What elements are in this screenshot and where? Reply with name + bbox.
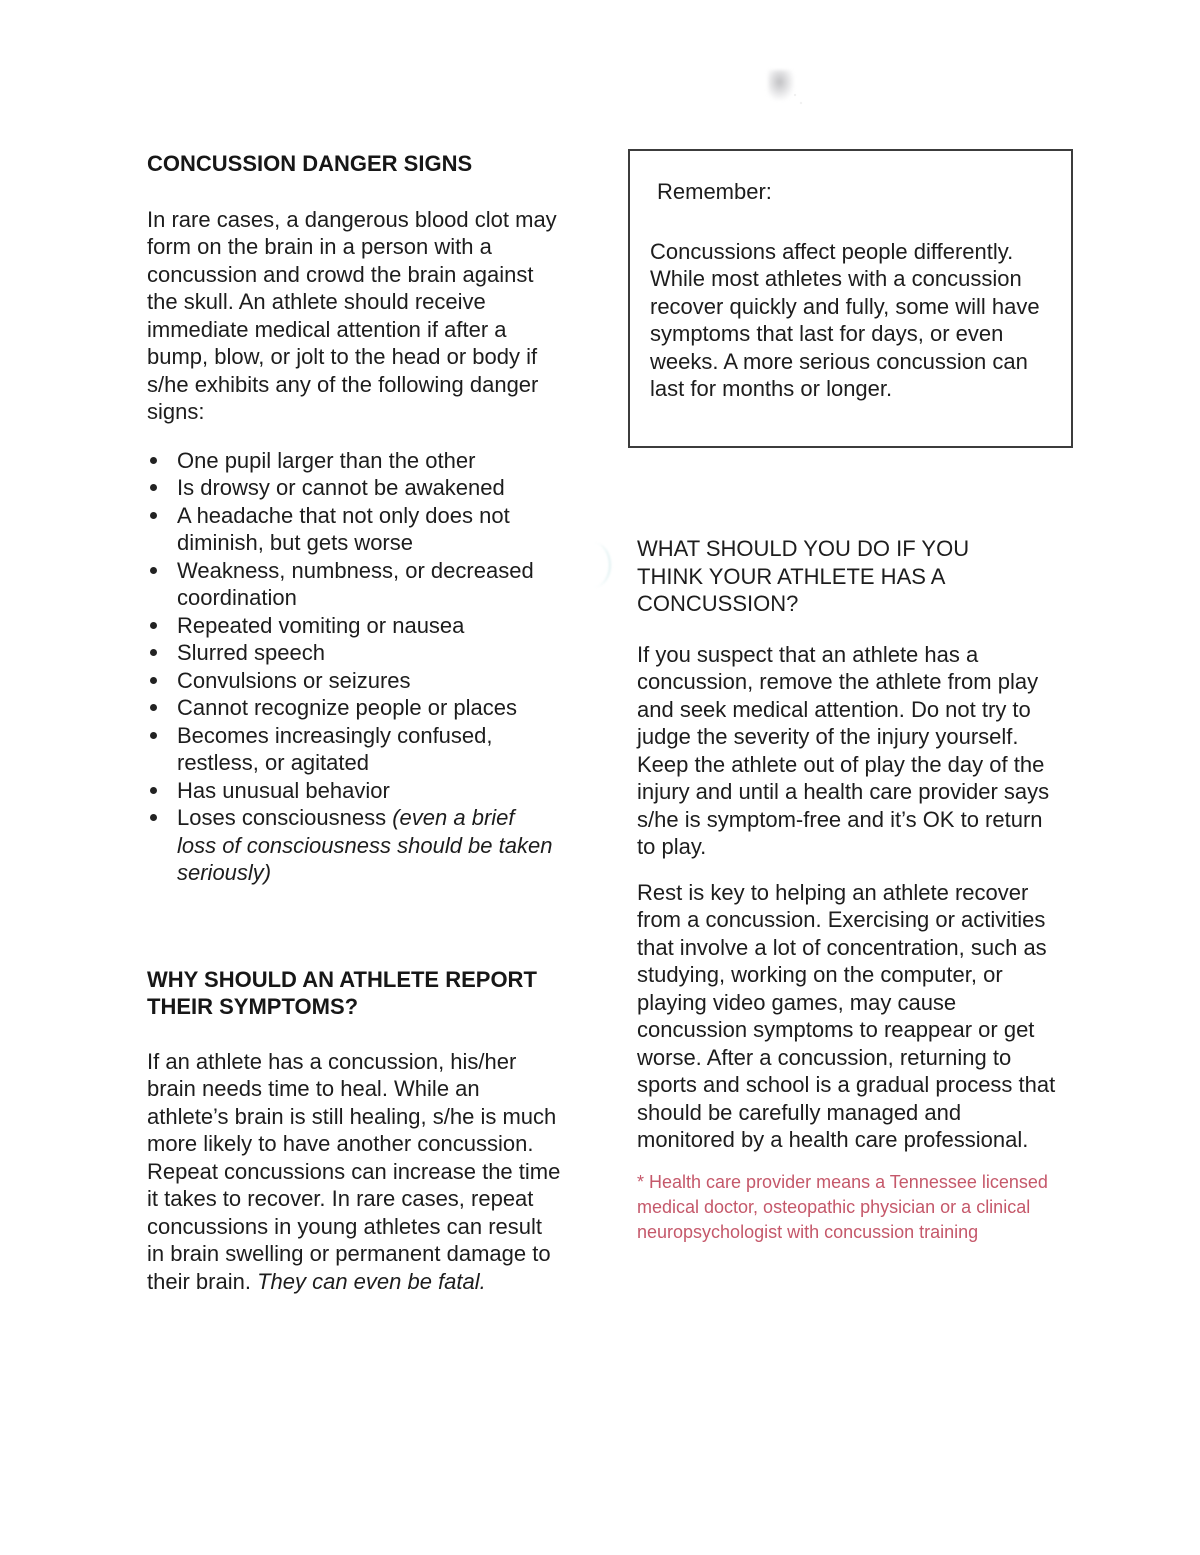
what-to-do-heading-line-2: THINK YOUR ATHLETE HAS A <box>637 563 946 589</box>
danger-sign-item <box>147 667 565 695</box>
report-symptoms-paragraph <box>147 1048 565 1296</box>
danger-sign-text: Is drowsy or cannot be awakened <box>177 475 505 500</box>
right-column <box>637 149 1060 1245</box>
scan-smudge-artifact <box>768 70 794 100</box>
what-to-do-heading-line-1: WHAT SHOULD YOU DO IF YOU <box>637 536 970 561</box>
danger-sign-text: Has unusual behavior <box>177 777 390 803</box>
report-symptoms-heading <box>147 966 565 1021</box>
danger-sign-text: Convulsions or seizures <box>177 667 411 693</box>
danger-sign-item <box>147 474 565 502</box>
danger-sign-text: Weakness, numbness, or decreased coordination <box>177 557 534 610</box>
danger-sign-text: A headache that not only does not diminish, but gets worse <box>177 502 510 555</box>
scan-arc-artifact <box>583 543 611 587</box>
danger-sign-item <box>147 722 565 777</box>
remember-box-title: Remember: <box>657 179 772 204</box>
danger-sign-item <box>147 502 565 557</box>
danger-sign-item <box>147 694 565 722</box>
remember-box-body: Concussions affect people differently. While most athletes with a concussion recover quickly and fully, some will have symptoms that last for days, or even weeks. A more serious concussion can last for months or longer. <box>650 238 1040 401</box>
danger-signs-list <box>147 447 565 887</box>
danger-sign-item <box>147 447 565 475</box>
danger-signs-intro-paragraph: In rare cases, a dangerous blood clot may form on the brain in a person with a concussion and crowd the brain against the skull. An athlete should receive immediate medical attention if after a bump, blow, or jolt to the head or body if s/he exhibits any of the following danger signs: <box>147 206 557 424</box>
what-to-do-heading <box>637 535 1060 618</box>
what-to-do-heading-line-3: CONCUSSION? <box>637 591 799 616</box>
danger-sign-item <box>147 777 565 805</box>
scan-dots-artifact <box>792 92 806 108</box>
danger-signs-heading: CONCUSSION DANGER SIGNS <box>147 151 473 176</box>
danger-sign-italic-note: (even a brief loss of consciousness should be taken seriously) <box>177 805 553 885</box>
health-care-provider-footnote: * Health care provider means a Tennessee licensed medical doctor, osteopathic physician or a clinical neuropsychologist with concussion training <box>637 1171 1048 1242</box>
danger-sign-item <box>147 639 565 667</box>
danger-sign-text: Loses consciousness <box>177 805 393 830</box>
what-to-do-paragraph-2: Rest is key to helping an athlete recover from a concussion. Exercising or activities that involve a lot of concentration, such as studying, working on the computer, or playing video games, may cause concussion symptoms to reappear or get worse. After a concussion, returning to sports and school is a gradual process that should be carefully managed and monitored by a health care professional. <box>637 879 1056 1152</box>
left-column <box>147 150 565 1295</box>
report-symptoms-heading-line-1: WHY SHOULD AN ATHLETE REPORT <box>147 966 537 992</box>
what-to-do-paragraph-1: If you suspect that an athlete has a concussion, remove the athlete from play and seek medical attention. Do not try to judge the severity of the injury yourself. Keep the athlete out of play the day of the injury and until a health care provider says s/he is symptom-free and it’s OK to return to play. <box>637 641 1050 859</box>
danger-sign-text: Repeated vomiting or nausea <box>177 612 465 638</box>
danger-sign-text: Cannot recognize people or places <box>177 695 518 720</box>
report-symptoms-text: If an athlete has a concussion, his/her brain needs time to heal. While an athlete’s brain is still healing, s/he is much more likely to have another concussion. Repeat concussions can increase the time it takes to recover. In rare cases, repeat concussions in young athletes can result in brain swelling or permanent damage to their brain. <box>147 1048 561 1294</box>
report-symptoms-italic-text: They can even be fatal. <box>257 1268 486 1294</box>
report-symptoms-heading-line-2: THEIR SYMPTOMS? <box>147 994 359 1019</box>
remember-box <box>628 149 1073 448</box>
danger-sign-text: One pupil larger than the other <box>177 447 476 473</box>
danger-sign-item <box>147 557 565 612</box>
danger-sign-text: Slurred speech <box>177 640 325 665</box>
danger-sign-item <box>147 804 565 887</box>
danger-sign-item <box>147 612 565 640</box>
danger-sign-text: Becomes increasingly confused, restless, or agitated <box>177 722 493 775</box>
